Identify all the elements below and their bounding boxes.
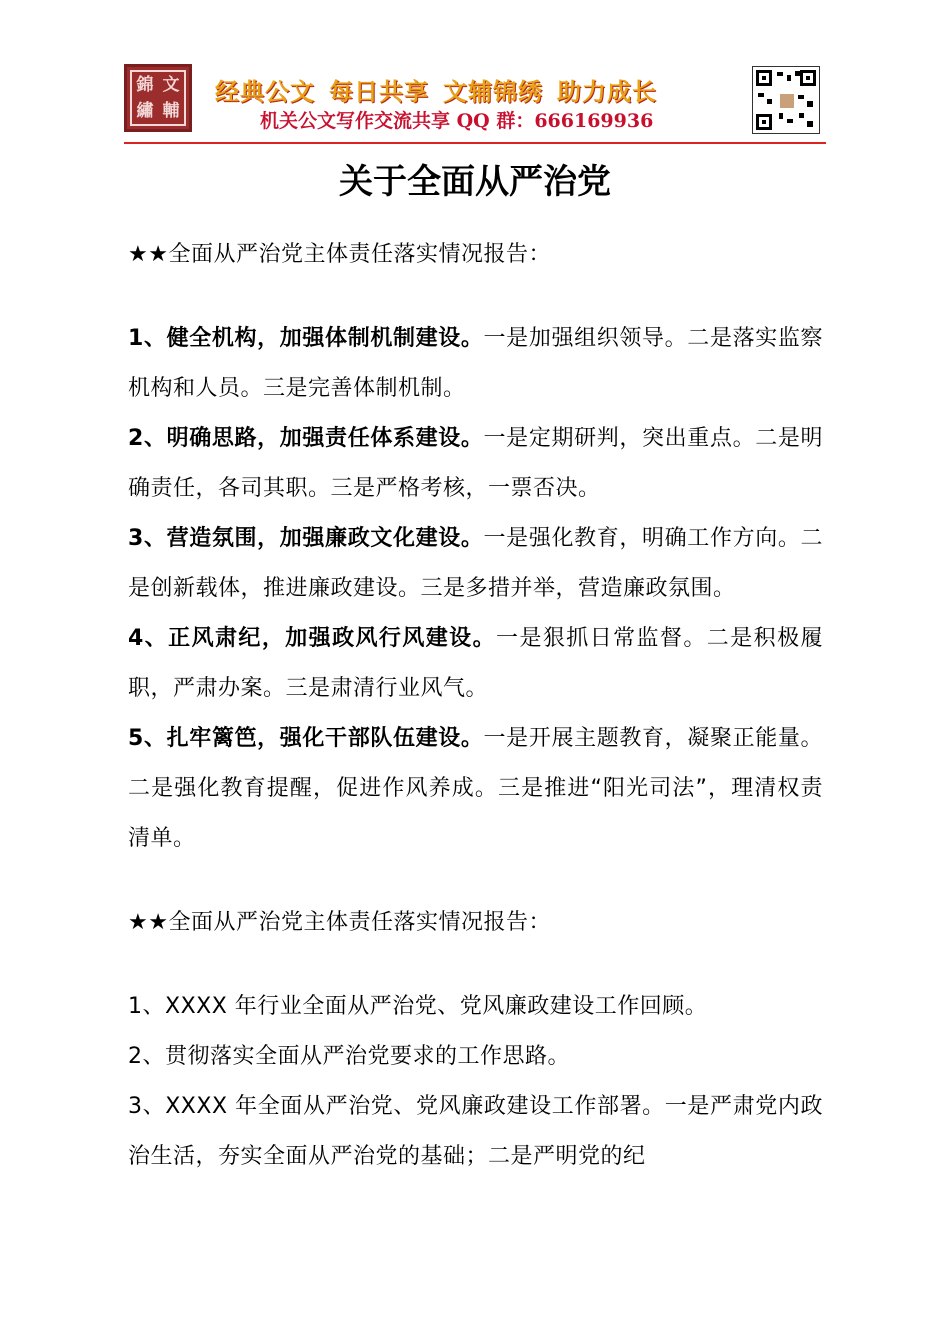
item-body: 一是强化教育，明确工作方向。二是创新载体，推进廉政建设。三是多措并举，营造廉政氛围。 bbox=[128, 526, 823, 601]
list-item bbox=[128, 1032, 823, 1082]
seal-char: 錦 bbox=[136, 74, 154, 95]
item-lead: 2、贯彻落实全面从严治党要求的工作思路。 bbox=[128, 1044, 570, 1069]
item-body: 一是严肃党内政治生活，夯实全面从严治党的基础；二是严明党的纪 bbox=[128, 1094, 823, 1169]
item-lead: 1、健全机构，加强体制机制建设。 bbox=[128, 326, 484, 351]
item-lead: 4、正风肃纪，加强政风行风建设。 bbox=[128, 626, 497, 651]
item-lead: 1、XXXX 年行业全面从严治党、党风廉政建设工作回顾。 bbox=[128, 994, 708, 1019]
section-heading: ★★全面从严治党主体责任落实情况报告： bbox=[128, 242, 551, 267]
item-body: 一是加强组织领导。二是落实监察机构和人员。三是完善体制机制。 bbox=[128, 326, 823, 401]
document-header bbox=[0, 0, 950, 150]
qr-code-icon bbox=[752, 66, 820, 134]
slogan-part: 每日共享 bbox=[329, 78, 429, 106]
item-body: 一是定期研判，突出重点。二是明确责任，各司其职。三是严格考核，一票否决。 bbox=[128, 426, 823, 501]
seal-char: 文 bbox=[162, 74, 180, 95]
seal-char: 繡 bbox=[136, 100, 154, 121]
item-body: 一是开展主题教育，凝聚正能量。二是强化教育提醒，促进作风养成。三是推进“阳光司法”，理清权责清单。 bbox=[128, 726, 823, 851]
list-item bbox=[128, 314, 823, 414]
item-lead: 2、明确思路，加强责任体系建设。 bbox=[128, 426, 484, 451]
list-item bbox=[128, 614, 823, 714]
list-item bbox=[128, 514, 823, 614]
document-body bbox=[128, 230, 823, 1182]
item-lead: 3、营造氛围，加强廉政文化建设。 bbox=[128, 526, 484, 551]
list-item bbox=[128, 714, 823, 864]
slogan-part: 经典公文 bbox=[215, 78, 315, 106]
list-item bbox=[128, 414, 823, 514]
item-lead: 5、扎牢篱笆，强化干部队伍建设。 bbox=[128, 726, 484, 751]
item-lead: 3、XXXX 年全面从严治党、党风廉政建设工作部署。 bbox=[128, 1094, 665, 1119]
qq-group-line: 机关公文写作交流共享 QQ 群：666169936 bbox=[260, 110, 654, 132]
section-heading: ★★全面从严治党主体责任落实情况报告： bbox=[128, 910, 551, 935]
seal-logo bbox=[124, 64, 192, 132]
qr-center-avatar bbox=[779, 93, 795, 109]
header-divider bbox=[124, 142, 826, 144]
list-item bbox=[128, 982, 823, 1032]
header-slogan bbox=[215, 72, 745, 107]
item-body: 一是狠抓日常监督。二是积极履职，严肃办案。三是肃清行业风气。 bbox=[128, 626, 823, 701]
list-item bbox=[128, 1082, 823, 1182]
slogan-part: 助力成长 bbox=[557, 78, 657, 106]
seal-char: 輔 bbox=[162, 100, 180, 121]
slogan-part: 文辅锦绣 bbox=[443, 78, 543, 106]
document-title: 关于全面从严治党 bbox=[339, 162, 611, 202]
